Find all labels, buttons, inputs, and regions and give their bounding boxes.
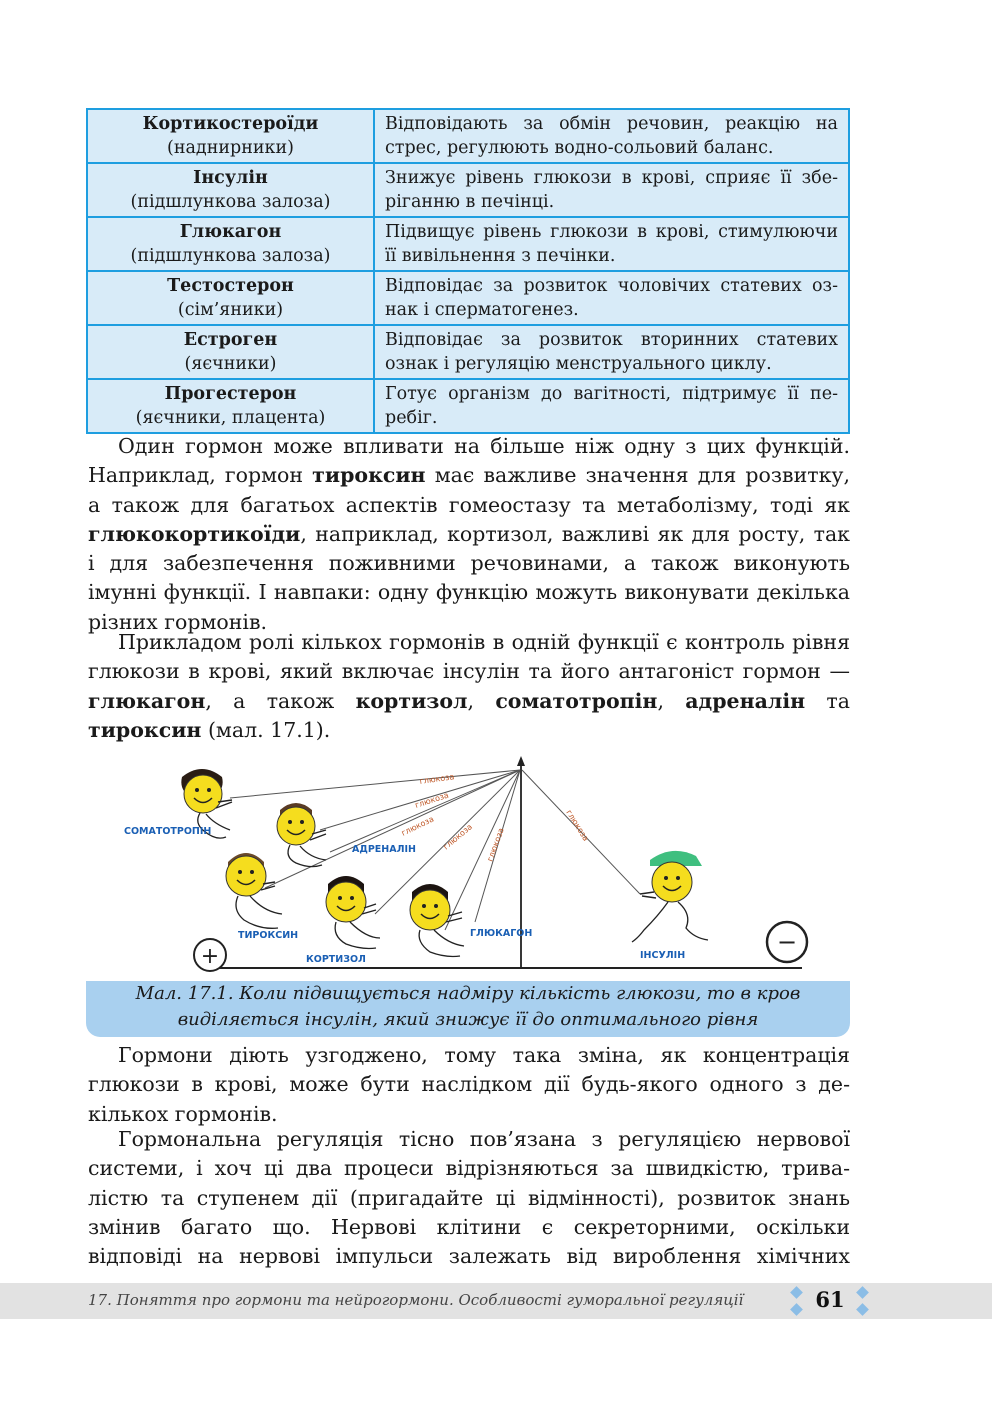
paragraph-4: Гормональна регуляція тісно пов’язана з регуляцією нервової системи, і хоч ці два процеси відрізняються за швидкістю, тривалістю та ступенем дії (пригадайте ці відмінності), розвиток знань змінив багато що. Нервові клітини є секреторними, оскільки відповіді на нервові імпульси залежать від вироблення хімічних bbox=[88, 1127, 850, 1269]
table-row bbox=[87, 163, 849, 217]
hormone-name: Тестостерон bbox=[167, 276, 294, 296]
hormone-cell bbox=[87, 217, 374, 271]
caption-line-1: Мал. 17.1. Коли підвищується надміру кількість глюкози, то в кров bbox=[135, 983, 801, 1004]
function-cell: Відповідає за розвиток чоловічих статевих ознак і сперматогенез. bbox=[374, 271, 849, 325]
function-cell: Готує організм до вагітності, підтримує її перебіг. bbox=[374, 379, 849, 433]
paragraph-1: Один гормон може впливати на більше ніж одну з цих функцій. Наприклад, гормон тироксин має важливе значення для розвитку, а також для багатьох аспектів гомеостазу та метаболізму, тоді як глюкокортикоїди, наприклад, кортизол, важливі як для росту, так і для забезпечення поживними речовинами, а також виконують імунні функції. І навпаки: одну функцію можуть виконувати декілька різних гормонів. bbox=[88, 434, 850, 634]
function-cell: Підвищує рівень глюкози в крові, стимулюючи її вивільнення з печінки. bbox=[374, 217, 849, 271]
character-thyroxine bbox=[226, 853, 282, 928]
tug-of-war-figure bbox=[120, 752, 832, 977]
rope-label-1: глюкоза bbox=[419, 772, 455, 786]
character-insulin bbox=[632, 851, 708, 942]
gland-name: (підшлункова залоза) bbox=[130, 192, 331, 212]
label-somatotropin: СОМАТОТРОПІН bbox=[124, 826, 212, 837]
hormone-cell bbox=[87, 325, 374, 379]
table-row bbox=[87, 109, 849, 163]
hormone-cell bbox=[87, 163, 374, 217]
table-row bbox=[87, 325, 849, 379]
diamond-icon bbox=[790, 1286, 803, 1299]
label-insulin: ІНСУЛІН bbox=[640, 950, 686, 961]
label-thyroxine: ТИРОКСИН bbox=[238, 930, 299, 941]
rope-label-3: глюкоза bbox=[399, 814, 436, 838]
hormone-name: Естроген bbox=[183, 330, 278, 350]
label-glucagon: ГЛЮКАГОН bbox=[470, 928, 533, 939]
function-cell: Відповідають за обмін речовин, реакцію на стрес, регулюють водно-сольовий баланс. bbox=[374, 109, 849, 163]
diamond-icon bbox=[790, 1303, 803, 1316]
function-cell: Відповідає за розвиток вторинних статевих ознак і регуляцію менструального циклу. bbox=[374, 325, 849, 379]
gland-name: (сім’яники) bbox=[177, 300, 284, 320]
hormone-name: Прогестерон bbox=[164, 384, 297, 404]
plus-sign: + bbox=[200, 944, 220, 969]
diamond-icon bbox=[856, 1286, 869, 1299]
character-glucagon bbox=[410, 884, 464, 957]
term-thyroxine: тироксин bbox=[312, 463, 426, 488]
diamond-icon bbox=[856, 1303, 869, 1316]
table-row bbox=[87, 271, 849, 325]
hormone-name: Інсулін bbox=[193, 168, 268, 188]
page-number: 61 bbox=[815, 1287, 845, 1312]
term-glucocorticoids: глюкокортикоїди bbox=[88, 521, 301, 546]
chapter-title: 17. Поняття про гормони та нейрогормони. Особливості гуморальної регуляції bbox=[88, 1291, 744, 1309]
term-glucagon: глюкагон bbox=[88, 688, 206, 713]
rope-label-2: глюкоза bbox=[413, 790, 450, 810]
gland-name: (наднирники) bbox=[167, 138, 294, 158]
rope-label-6: глюкоза bbox=[564, 808, 591, 843]
caption-line-2: виділяється інсулін, який знижує її до оптимального рівня bbox=[177, 1009, 759, 1030]
gland-name: (яєчники, плацента) bbox=[135, 408, 326, 428]
hormone-table bbox=[86, 108, 850, 434]
paragraph-2: Прикладом ролі кількох гормонів в одній функції є контроль рівня глюкози в крові, який включає інсулін та його антагоніст гормон — глюкагон, а також кортизол, соматотропін, адреналін та тироксин (мал. 17.1). bbox=[88, 630, 850, 742]
label-cortisol: КОРТИЗОЛ bbox=[306, 954, 366, 965]
label-adrenaline: АДРЕНАЛІН bbox=[352, 844, 416, 855]
term-somatotropin: соматотропін bbox=[495, 688, 658, 713]
term-thyroxine-2: тироксин bbox=[88, 717, 202, 742]
rope-label-4: глюкоза bbox=[441, 822, 475, 852]
hormone-cell bbox=[87, 109, 374, 163]
table-row bbox=[87, 379, 849, 433]
table-row bbox=[87, 217, 849, 271]
rope-label-5: глюкоза bbox=[485, 826, 506, 863]
term-adrenaline: адреналін bbox=[685, 688, 806, 713]
term-cortisol: кортизол bbox=[355, 688, 468, 713]
minus-sign: − bbox=[776, 928, 798, 956]
character-cortisol bbox=[326, 876, 380, 949]
hormone-name: Глюкагон bbox=[179, 222, 282, 242]
function-cell: Знижує рівень глюкози в крові, сприяє її зберіганню в печінці. bbox=[374, 163, 849, 217]
character-adrenaline bbox=[277, 803, 326, 867]
paragraph-3: Гормони діють узгоджено, тому така зміна, як концентрація глюкози в крові, може бути наслідком дії будь-якого одного з декількох гормонів. bbox=[88, 1043, 850, 1126]
hormone-cell bbox=[87, 271, 374, 325]
page-footer bbox=[0, 1283, 992, 1319]
gland-name: (яєчники) bbox=[184, 354, 277, 374]
gland-name: (підшлункова залоза) bbox=[130, 246, 331, 266]
hormone-cell bbox=[87, 379, 374, 433]
hormone-name: Кортикостероїди bbox=[142, 114, 319, 134]
figure-caption bbox=[86, 981, 850, 1037]
